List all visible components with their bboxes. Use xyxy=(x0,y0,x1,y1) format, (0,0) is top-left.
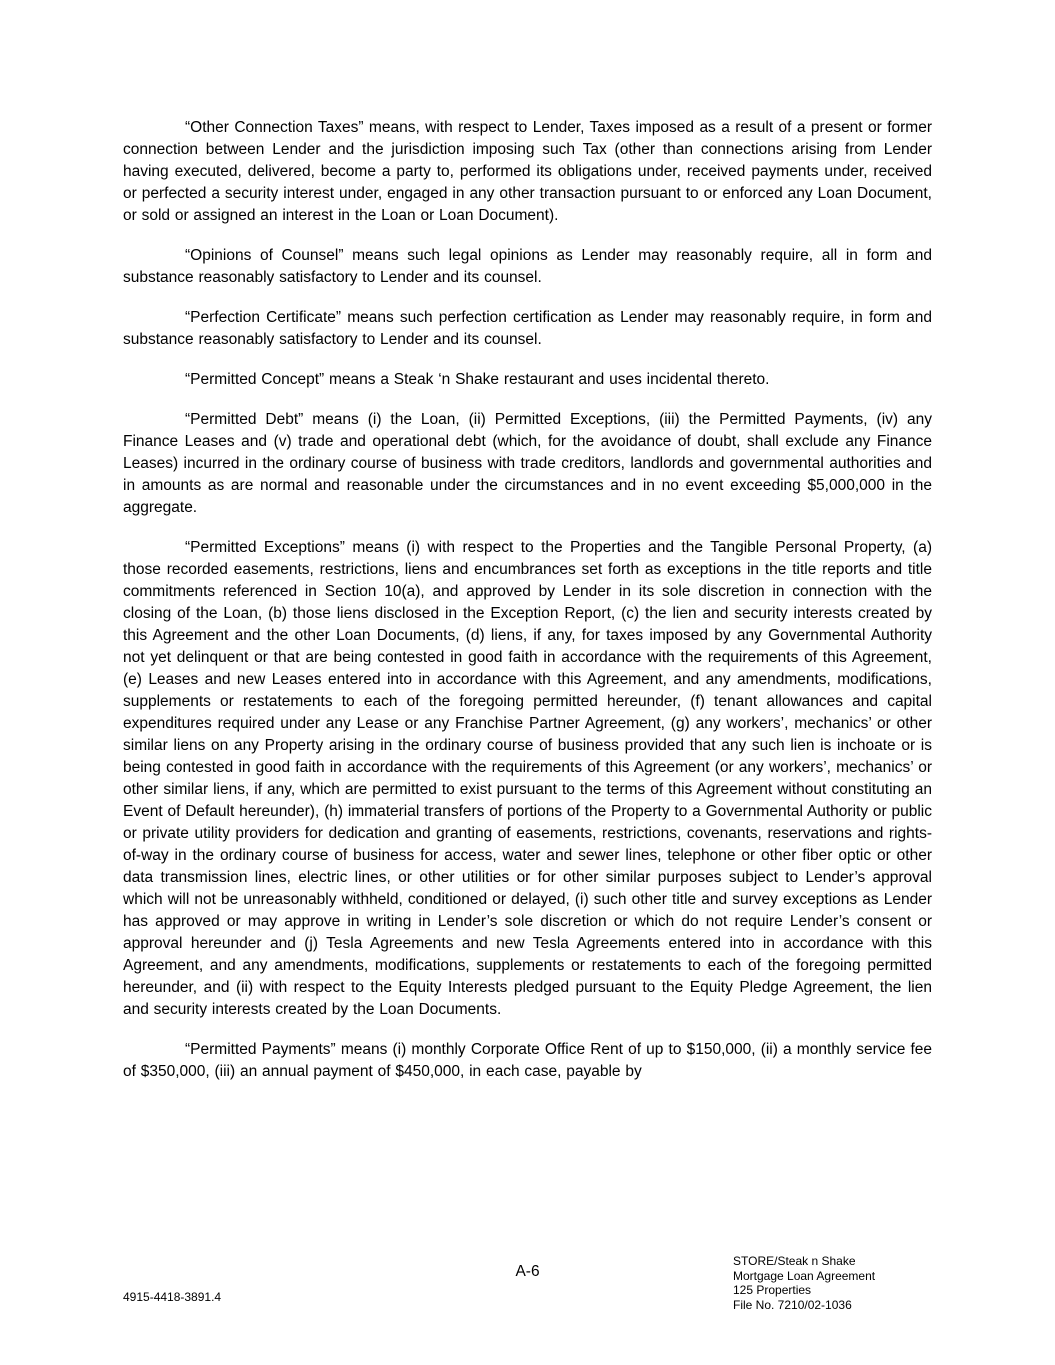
paragraph-perfection-certificate: “Perfection Certificate” means such perfection certification as Lender may reasonably require, in form and substance reasonably satisfactory to Lender and its counsel. xyxy=(123,309,932,348)
footer-reference-line-file-number: File No. 7210/02-1036 xyxy=(733,1297,852,1312)
paragraph-other-connection-taxes: “Other Connection Taxes” means, with respect to Lender, Taxes imposed as a result of a present or former connection between Lender and the jurisdiction imposing such Tax (other than connections arising from Lender having executed, delivered, become a party to, performed its obligations under, received payments under, received or perfected a security interest under, engaged in any other transaction pursuant to or enforced any Loan Document, or sold or assigned an interest in the Loan or Loan Document). xyxy=(123,119,932,224)
footer-reference-line-store: STORE/Steak n Shake xyxy=(733,1254,856,1268)
footer-reference-block xyxy=(733,1254,875,1312)
footer-reference-line-properties: 125 Properties xyxy=(733,1283,812,1297)
paragraph-opinions-of-counsel: “Opinions of Counsel” means such legal opinions as Lender may reasonably require, all in form and substance reasonably satisfactory to Lender and its counsel. xyxy=(123,247,932,286)
document-control-number: 4915-4418-3891.4 xyxy=(123,1290,222,1304)
paragraph-permitted-debt: “Permitted Debt” means (i) the Loan, (ii) Permitted Exceptions, (iii) the Permitted Payments, (iv) any Finance Leases and (v) trade and operational debt (which, for the avoidance of doubt, shall exclude any Finance Leases) incurred in the ordinary course of business with trade creditors, landlords and governmental authorities and in amounts as are normal and reasonable under the circumstances and in no event exceeding $5,000,000 in the aggregate. xyxy=(123,411,932,516)
page-number: A-6 xyxy=(515,1263,540,1280)
paragraph-permitted-exceptions: “Permitted Exceptions” means (i) with respect to the Properties and the Tangible Personal Property, (a) those recorded easements, restrictions, liens and encumbrances set forth as exceptions in the title reports and title commitments referenced in Section 10(a), and approved by Lender in its sole discretion in connection with the closing of the Loan, (b) those liens disclosed in the Exception Report, (c) the lien and security interests created by this Agreement and the other Loan Documents, (d) liens, if any, for taxes imposed by any Governmental Authority not yet delinquent or that are being contested in good faith in accordance with the requirements of this Agreement, (e) Leases and new Leases entered into in accordance with this Agreement, and any amendments, modifications, supplements or restatements to each of the foregoing permitted hereunder, (f) tenant allowances and capital expenditures required under any Lease or any Franchise Partner Agreement, (g) any workers’, mechanics’ or other similar liens on any Property arising in the ordinary course of business provided that any such lien is inchoate or is being contested in good faith in accordance with the requirements of this Agreement (or any workers’, mechanics’ or other similar liens, if any, which are permitted to exist pursuant to the terms of this Agreement without constituting an Event of Default hereunder), (h) immaterial transfers of portions of the Property to a Governmental Authority or public or private utility providers for dedication and granting of easements, restrictions, covenants, reservations and rights-of-way in the ordinary course of business for access, water and sewer lines, telephone or other fiber optic or other data transmission lines, electric lines, or other utilities or for other similar purposes subject to Lender’s approval which will not be unreasonably withheld, conditioned or delayed, (i) such other title and survey exceptions as Lender has approved or may approve in writing in Lender’s sole discretion or which do not require Lender’s consent or approval hereunder and (j) Tesla Agreements and new Tesla Agreements entered into in accordance with this Agreement, and any amendments, modifications, supplements or restatements to each of the foregoing permitted hereunder, and (ii) with respect to the Equity Interests pledged pursuant to the Equity Pledge Agreement, the lien and security interests created by the Loan Documents. xyxy=(123,539,932,1018)
document-body xyxy=(123,117,932,1101)
footer-reference-line-agreement: Mortgage Loan Agreement xyxy=(733,1268,876,1283)
paragraph-permitted-concept: “Permitted Concept” means a Steak ‘n Shake restaurant and uses incidental thereto. xyxy=(185,371,770,388)
paragraph-permitted-payments: “Permitted Payments” means (i) monthly Corporate Office Rent of up to $150,000, (ii) a monthly service fee of $350,000, (iii) an annual payment of $450,000, in each case, payable by xyxy=(123,1041,932,1080)
